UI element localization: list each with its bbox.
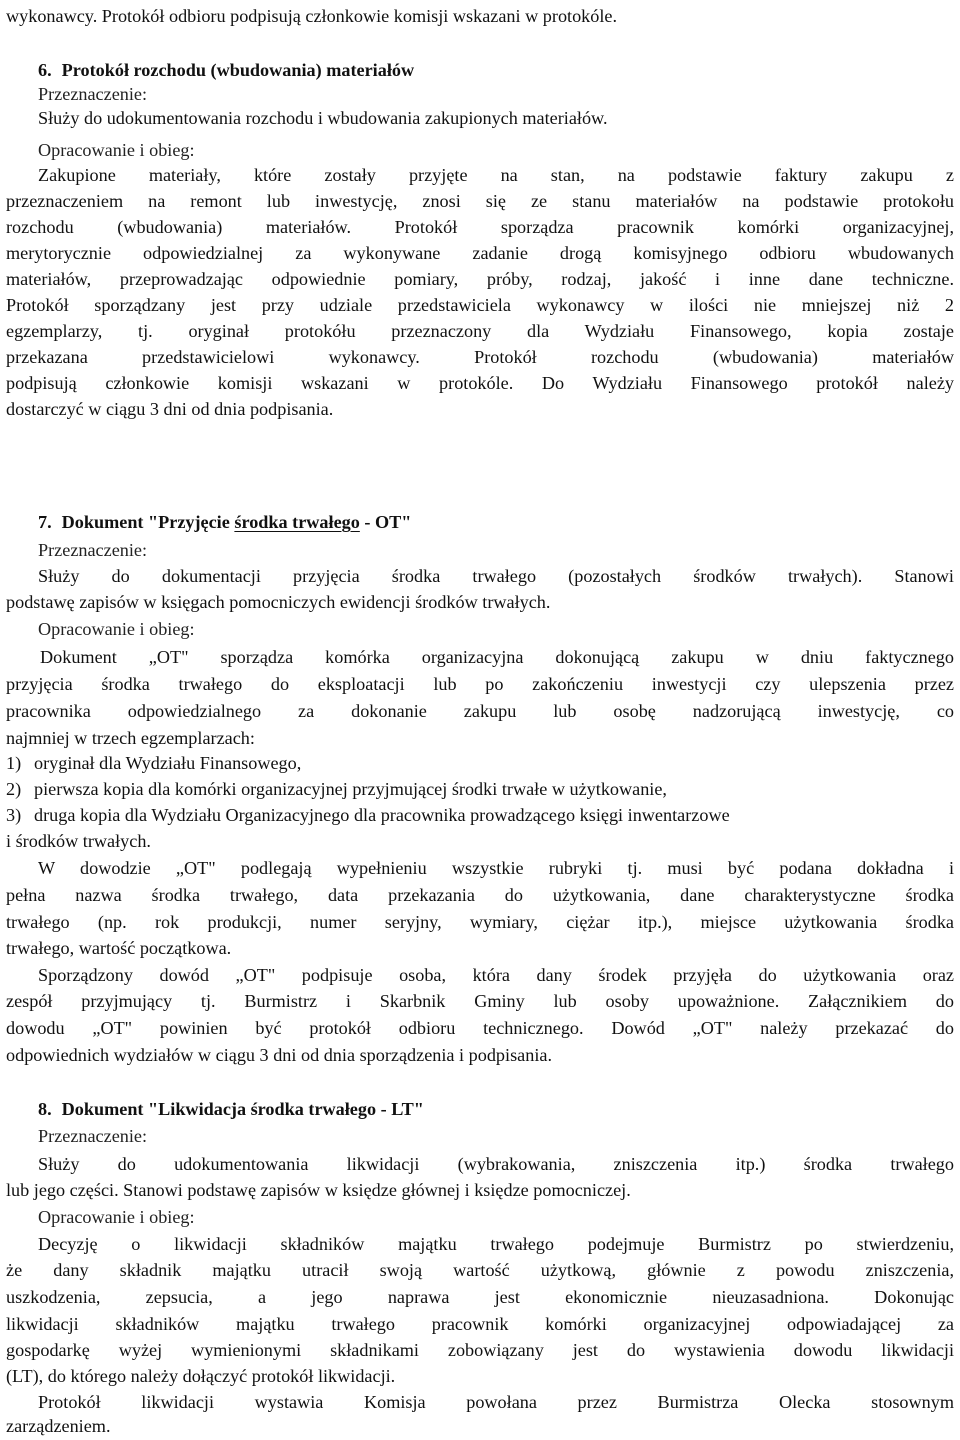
section-6-title: Protokół rozchodu (wbudowania) materiałów (61, 60, 415, 80)
section-8-para2-line: Protokół likwidacji wystawia Komisja powołana przez Burmistrza Olecka stosownym (38, 1392, 954, 1412)
section-7-workflow-line: pracownika odpowiedzialnego za dokonanie zakupu lub osobę nadzorującą inwestycję, co (6, 701, 954, 721)
section-7-workflow-line: najmniej w trzech egzemplarzach: (6, 728, 255, 748)
section-7-para2-line: W dowodzie „OT" podlegają wypełnieniu wszystkie rubryki tj. musi być podana dokładna i (38, 858, 954, 878)
section-8-workflow-label: Opracowanie i obieg: (38, 1207, 195, 1227)
section-7-purpose-line: Służy do dokumentacji przyjęcia środka trwałego (pozostałych środków trwałych). Stanowi (38, 566, 954, 586)
list-item-number: 2) (6, 779, 22, 799)
section-7-purpose-line: podstawę zapisów w księgach pomocniczych ewidencji środków trwałych. (6, 592, 551, 612)
section-8-workflow-line: (LT), do którego należy dołączyć protokół likwidacji. (6, 1366, 396, 1386)
section-8-title: Dokument "Likwidacja środka trwałego - LT" (61, 1099, 424, 1119)
section-7-workflow-label: Opracowanie i obieg: (38, 619, 195, 639)
section-6-workflow-label: Opracowanie i obieg: (38, 140, 195, 160)
section-7-para3-line: Sporządzony dowód „OT" podpisuje osoba, która dany środek przyjęła do użytkowania oraz (38, 965, 954, 985)
list-item-number: 1) (6, 753, 22, 773)
list-item-text: oryginał dla Wydziału Finansowego, (34, 753, 302, 773)
section-7-heading (38, 510, 960, 534)
section-6-workflow-line: przekazana przedstawicielowi wykonawcy. Protokół rozchodu (wbudowania) materiałów (6, 347, 954, 367)
section-7-para3-line: dowodu „OT" powinien być protokół odbioru technicznego. Dowód „OT" należy przekazać do (6, 1018, 954, 1038)
section-7-para2-line: trwałego (np. rok produkcji, numer seryjny, wymiary, ciężar itp.), miejsce użytkowania środka (6, 912, 954, 932)
section-7-title-prefix: Dokument "Przyjęcie (61, 512, 235, 532)
section-7-purpose-label: Przeznaczenie: (38, 540, 148, 560)
section-6-workflow-line: rozchodu (wbudowania) materiałów. Protokół sporządza pracownik komórki organizacyjnej, (6, 217, 954, 237)
section-7-title-underlined: środka trwałego (234, 512, 360, 532)
section-6-workflow-line: merytorycznie odpowiedzialnej za wykonywane zadanie drogą komisyjnego odbioru wbudowanych (6, 243, 954, 263)
section-8-workflow-line: gospodarkę wyżej wymienionymi składnikami zobowiązany jest do wystawienia dowodu likwidacji (6, 1340, 954, 1360)
list-item (6, 803, 954, 827)
section-8-para2-line: zarządzeniem. (6, 1416, 111, 1436)
section-8-workflow-line: likwidacji składników majątku trwałego pracownik komórki organizacyjnej odpowiadającej za (6, 1314, 954, 1334)
section-7-title-suffix: - OT" (359, 512, 412, 532)
list-item (6, 777, 954, 801)
section-6-purpose-label: Przeznaczenie: (38, 84, 148, 104)
section-7-workflow-line: przyjęcia środka trwałego do eksploatacji lub po zakończeniu inwestycji czy ulepszenia przez (6, 674, 954, 694)
section-7-para2-line: trwałego, wartość początkowa. (6, 938, 232, 958)
section-7-para2-line: pełna nazwa środka trwałego, data przekazania do użytkowania, dane charakterystyczne środka (6, 885, 954, 905)
section-6-workflow-line: dostarczyć w ciągu 3 dni od dnia podpisania. (6, 399, 334, 419)
section-8-workflow-line: uszkodzenia, zepsucia, a jego naprawa jest ekonomicznie nieuzasadniona. Dokonując (6, 1287, 954, 1307)
section-6-number: 6. (38, 60, 52, 80)
section-6-workflow-line: Protokół sporządzany jest przy udziale przedstawiciela wykonawcy w ilości nie mniejszej niż 2 (6, 295, 954, 315)
section-6-workflow-line: materiałów, przeprowadzając odpowiednie pomiary, próby, rodzaj, jakość i inne dane techniczne. (6, 269, 954, 289)
list-item (6, 751, 954, 775)
section-8-heading (38, 1097, 960, 1121)
section-7-workflow-line: Dokument „OT" sporządza komórka organizacyjna dokonującą zakupu w dniu faktycznego (40, 647, 954, 667)
section-6-purpose-line: Służy do udokumentowania rozchodu i wbudowania zakupionych materiałów. (38, 108, 608, 128)
intro-line: wykonawcy. Protokół odbioru podpisują członkowie komisji wskazani w protokóle. (6, 6, 618, 26)
section-8-purpose-line: lub jego części. Stanowi podstawę zapisów w księdze głównej i księdze pomocniczej. (6, 1180, 631, 1200)
section-8-workflow-line: że dany składnik majątku utracił swoją wartość użytkową, głównie z powodu zniszczenia, (6, 1260, 954, 1280)
section-6-workflow-line: egzemplarzy, tj. oryginał protokółu przeznaczony dla Wydziału Finansowego, kopia zostaje (6, 321, 954, 341)
section-7-para3-line: odpowiednich wydziałów w ciągu 3 dni od dnia sporządzenia i podpisania. (6, 1045, 552, 1065)
section-8-purpose-line: Służy do udokumentowania likwidacji (wybrakowania, zniszczenia itp.) środka trwałego (38, 1154, 954, 1174)
section-8-purpose-label: Przeznaczenie: (38, 1126, 148, 1146)
section-6-heading (38, 58, 960, 82)
section-8-number: 8. (38, 1099, 52, 1119)
section-8-workflow-line: Decyzję o likwidacji składników majątku trwałego podejmuje Burmistrz po stwierdzeniu, (38, 1234, 954, 1254)
section-7-para3-line: zespół przyjmujący tj. Burmistrz i Skarbnik Gminy lub osoby upoważnione. Załącznikiem do (6, 991, 954, 1011)
list-continuation: i środków trwałych. (6, 831, 151, 851)
list-item-text: pierwsza kopia dla komórki organizacyjnej przyjmującej środki trwałe w użytkowanie, (34, 779, 667, 799)
list-item-text: druga kopia dla Wydziału Organizacyjnego dla pracownika prowadzącego księgi inwentarzowe (34, 805, 730, 825)
section-6-workflow-line: podpisują członkowie komisji wskazani w protokóle. Do Wydziału Finansowego protokół należy (6, 373, 954, 393)
list-item-number: 3) (6, 805, 22, 825)
section-7-number: 7. (38, 512, 52, 532)
section-6-workflow-line: Zakupione materiały, które zostały przyjęte na stan, na podstawie faktury zakupu z (38, 165, 954, 185)
section-6-workflow-line: przeznaczeniem na remont lub inwestycję, znosi się ze stanu materiałów na podstawie protokołu (6, 191, 954, 211)
